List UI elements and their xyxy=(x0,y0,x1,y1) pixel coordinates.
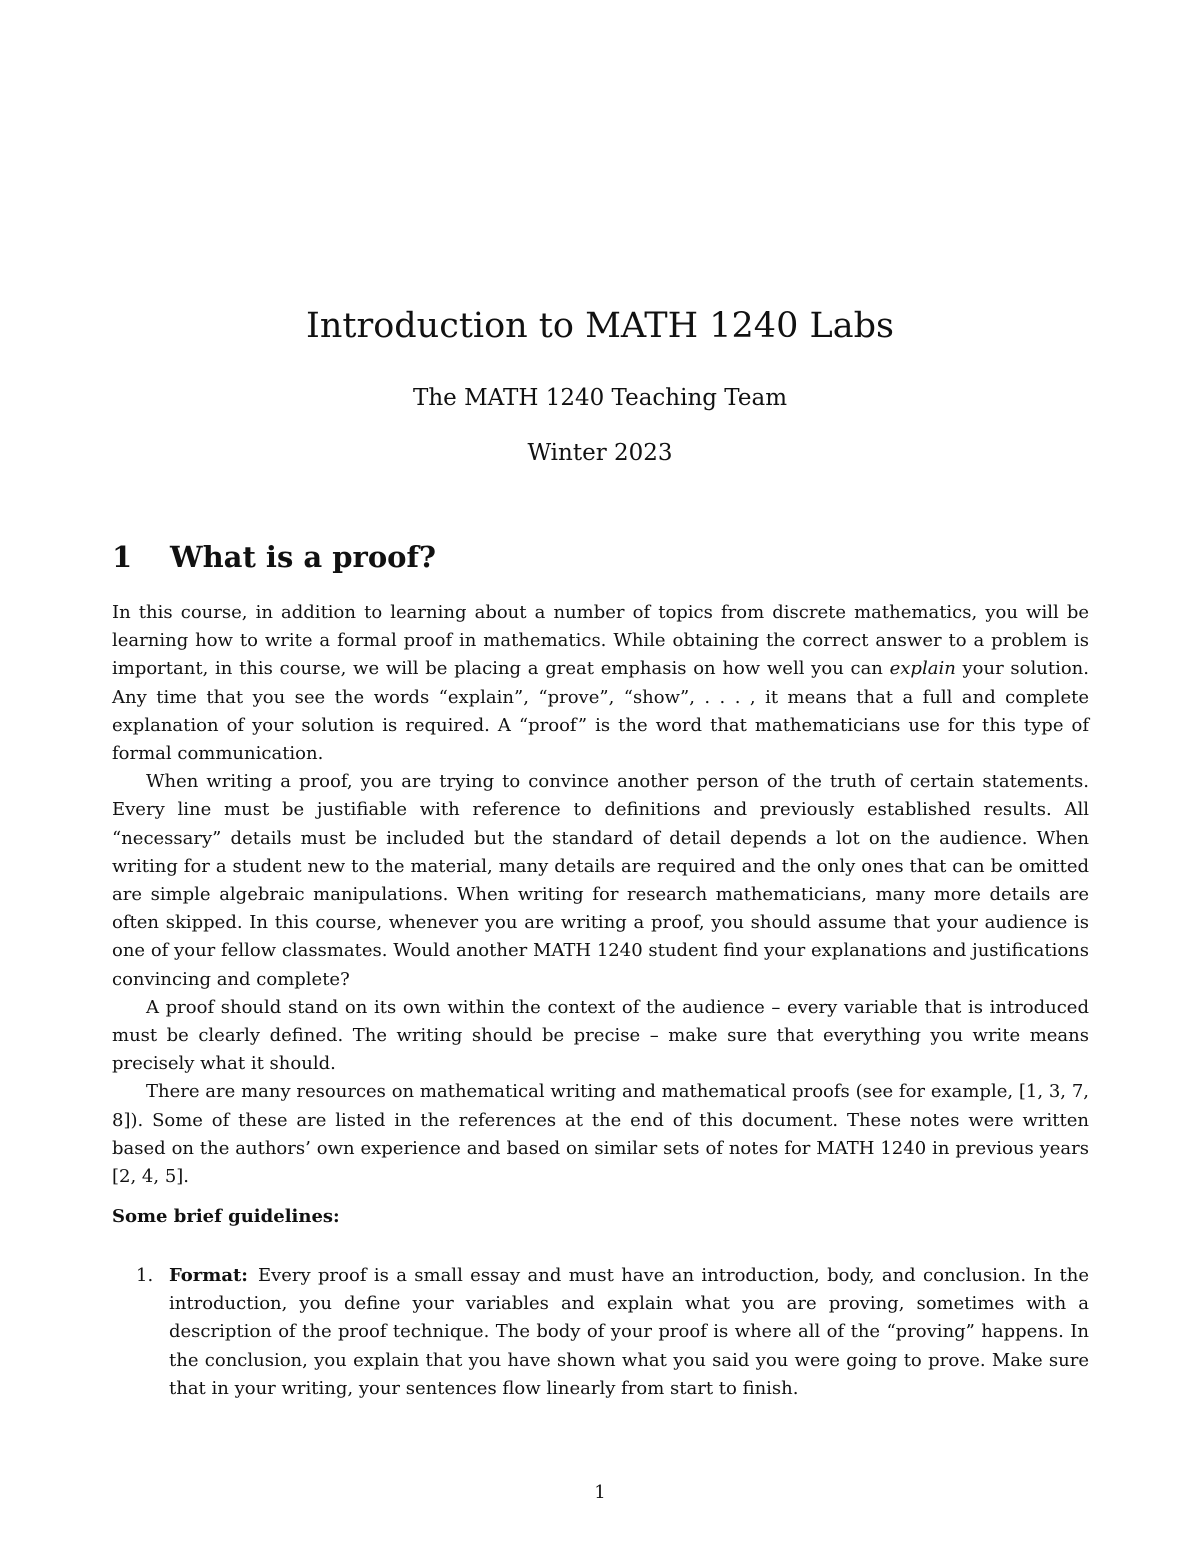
guideline-label: Format: xyxy=(169,1265,248,1286)
guideline-text: Every proof is a small essay and must have an introduction, body, and conclusion. In the introduction, you define your variables and explain what you are proving, sometimes with a description of the proof technique. The body of your proof is where all of the “proving” happens. In the conclusion, you explain that you have shown what you said you were going to prove. Make sure that in your writing, your sentences flow linearly from start to finish. xyxy=(169,1265,1089,1399)
page-number: 1 xyxy=(594,1482,606,1503)
emphasis-explain: explain xyxy=(889,658,956,680)
paragraph-3: A proof should stand on its own within the context of the audience – every variable that is introduced must be clearly defined. The writing should be precise – make sure that everything you write means precisely what it should. xyxy=(112,996,1089,1075)
document-date: Winter 2023 xyxy=(527,440,673,466)
section-title: What is a proof? xyxy=(170,540,436,574)
list-marker: 1. xyxy=(136,1265,154,1286)
paragraph-1-start: In this course, in addition to learning about a number of topics from discrete mathematics, you will be learning how to write a formal proof in mathematics. While obtaining the correct answer to a problem is important, in this course, we will be placing a great emphasis on how well you can xyxy=(112,602,1089,680)
document-author: The MATH 1240 Teaching Team xyxy=(413,385,787,411)
paragraph-1 xyxy=(112,599,1089,768)
guidelines-heading: Some brief guidelines: xyxy=(112,1206,340,1227)
paragraph-1-end: your solution. Any time that you see the words “explain”, “prove”, “show”, . . . , it means that a full and complete explanation of your solution is required. A “proof” is the word that mathematicians use for this type of formal communication. xyxy=(112,658,1089,765)
guidelines-list xyxy=(112,1262,1089,1403)
paragraph-4: There are many resources on mathematical writing and mathematical proofs (see for example, [1, 3, 7, 8]). Some of these are listed in the references at the end of this document. These notes were written based on the authors’ own experience and based on similar sets of notes for MATH 1240 in previous years [2, 4, 5]. xyxy=(112,1081,1089,1188)
section-body xyxy=(112,599,1089,1191)
section-number: 1 xyxy=(112,540,133,574)
section-heading xyxy=(112,540,436,574)
paragraph-2: When writing a proof, you are trying to convince another person of the truth of certain statements. Every line must be justifiable with reference to definitions and previously established results. All “necessary” details must be included but the standard of detail depends a lot on the audience. When writing for a student new to the material, many details are required and the only ones that can be omitted are simple algebraic manipulations. When writing for research mathematicians, many more details are often skipped. In this course, whenever you are writing a proof, you should assume that your audience is one of your fellow classmates. Would another MATH 1240 student find your explanations and justifications convincing and complete? xyxy=(112,771,1089,990)
document-title: Introduction to MATH 1240 Labs xyxy=(306,306,894,346)
guideline-item-format xyxy=(112,1262,1089,1403)
